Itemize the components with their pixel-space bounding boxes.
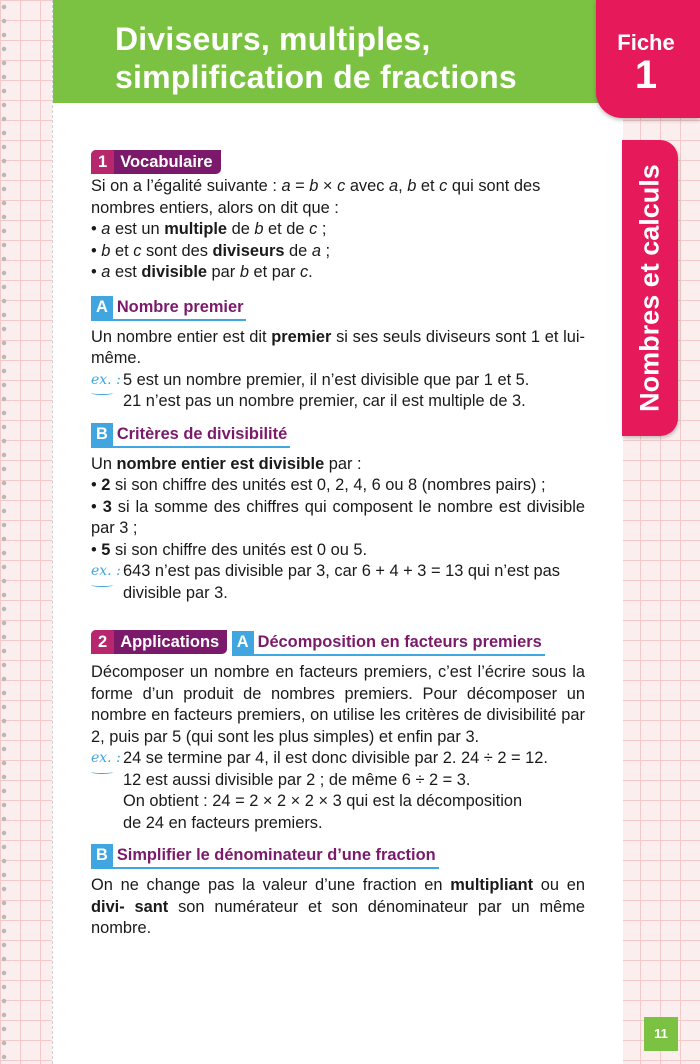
text-run: son numérateur et son dénominateur par un même nombre. — [91, 897, 585, 937]
binder-perforations — [0, 0, 8, 1064]
variable: b — [239, 263, 249, 281]
example-line: de 24 en facteurs premiers. — [123, 813, 323, 832]
subheading-simplifier — [91, 844, 439, 869]
text-run: • — [91, 220, 102, 238]
text-run: • — [91, 540, 102, 559]
text-run: ; — [317, 220, 327, 238]
subheading-letter: B — [91, 844, 113, 867]
variable: c — [439, 177, 448, 195]
text-run: • — [91, 241, 102, 260]
text-run: Si on a l’égalité suivante : — [91, 177, 282, 195]
fiche-number: 1 — [634, 53, 658, 97]
fiche-label: Fiche — [617, 30, 675, 55]
example-marker: ex. : — [91, 748, 121, 770]
variable: b — [407, 177, 417, 195]
emphasis-bold: nombre entier est divisible — [116, 454, 325, 473]
text-run — [125, 898, 135, 916]
emphasis-bold: divi- — [91, 897, 125, 916]
text-run: par : — [324, 454, 362, 473]
text-run: • — [91, 263, 102, 281]
section-label: Vocabulaire — [120, 153, 213, 171]
text-run: . — [308, 263, 313, 281]
section-heading-applications — [91, 630, 227, 654]
example-line: 12 est aussi divisible par 2 ; de même 6 ÷ 2 = 3. — [123, 770, 471, 789]
example-decomposition — [91, 748, 585, 834]
text-run: et — [110, 241, 134, 260]
emphasis-bold: divisible — [141, 263, 207, 281]
example-line: 5 est un nombre premier, il n’est divisible que par 1 et 5. — [123, 370, 530, 389]
variable: c — [337, 177, 346, 195]
text-run: × — [318, 177, 338, 195]
text-run: • — [91, 476, 102, 494]
text-run: avec — [345, 177, 389, 195]
text-run: sont des — [141, 241, 213, 260]
page-title — [115, 20, 565, 96]
fiche-badge — [596, 0, 700, 118]
text-run: et — [416, 177, 440, 195]
variable: c — [309, 220, 318, 238]
text-run: • — [91, 497, 103, 516]
page-title-line-1: Diviseurs, multiples, — [115, 21, 431, 57]
variable: a — [281, 177, 291, 195]
text-run: si son chiffre des unités est 0, 2, 4, 6 ou 8 (nombres pairs) ; — [110, 476, 546, 494]
page-sheet — [52, 0, 623, 1064]
section-heading-vocabulaire — [91, 150, 221, 174]
emphasis-bold: 3 — [102, 497, 112, 516]
variable: c — [299, 263, 309, 281]
text-run: de — [227, 220, 255, 238]
example-line: divisible par 3. — [123, 583, 228, 602]
subheading-letter: B — [91, 423, 113, 446]
variable: c — [133, 241, 142, 260]
text-run: de — [284, 241, 312, 260]
emphasis-bold: diviseurs — [212, 241, 285, 260]
text-run: ou en — [533, 876, 585, 894]
variable: a — [311, 241, 321, 260]
section-number: 1 — [91, 150, 114, 174]
text-run: est — [110, 263, 142, 281]
critere-2 — [91, 475, 585, 497]
chapter-label: Nombres et calculs — [634, 164, 665, 412]
example-line: 21 n’est pas un nombre premier, car il est multiple de 3. — [123, 392, 526, 410]
variable: a — [101, 263, 111, 281]
premier-definition — [91, 327, 585, 370]
simplifier-text — [91, 875, 585, 940]
vocab-bullet-2 — [91, 241, 585, 263]
content — [91, 150, 585, 940]
subheading-label: Critères de divisibilité — [116, 424, 288, 443]
subheading-criteres — [91, 423, 290, 448]
text-run: si la somme des chiffres qui composent le nombre est divisible par 3 ; — [91, 497, 585, 537]
example-line: On obtient : 24 = 2 × 2 × 2 × 3 qui est la décomposition — [123, 792, 523, 810]
text-run: et de — [263, 220, 310, 238]
text-run: si ses seuls diviseurs sont 1 et lui-même. — [91, 327, 585, 367]
emphasis-bold: premier — [271, 327, 332, 346]
example-marker: ex. : — [91, 370, 121, 392]
decomposition-text: Décomposer un nombre en facteurs premiers, c’est l’écrire sous la forme d’un produit de nombres premiers. Pour décomposer un nombre en facteurs premiers, on utilise les critères de divisibilité par 2, puis par 5 (qui sont les plus simples) et enfin par 3. — [91, 663, 585, 746]
vocab-bullet-3 — [91, 262, 585, 284]
subheading-decomposition — [232, 631, 545, 656]
variable: b — [309, 177, 319, 195]
text-run: , — [398, 177, 408, 195]
subheading-letter: A — [232, 631, 254, 654]
page-header — [53, 0, 623, 103]
vocab-bullet-1 — [91, 219, 585, 241]
emphasis-bold: multiple — [164, 220, 228, 238]
variable: a — [101, 220, 111, 238]
example-divisibilite — [91, 561, 585, 604]
text-run: est un — [110, 220, 165, 238]
text-run: par — [207, 263, 240, 281]
text-run: Un — [91, 454, 117, 473]
text-run: = — [290, 177, 310, 195]
example-line: 24 se termine par 4, il est donc divisible par 2. 24 ÷ 2 = 12. — [123, 749, 548, 767]
subheading-label: Nombre premier — [116, 297, 244, 316]
example-marker: ex. : — [91, 561, 121, 583]
vocab-intro — [91, 176, 585, 219]
subheading-label: Décomposition en facteurs premiers — [257, 633, 542, 651]
text-run: qui sont des nombres entiers, alors on dit que : — [91, 177, 541, 217]
text-run: On ne change pas la valeur d’une fraction en — [91, 876, 451, 894]
subheading-nombre-premier — [91, 296, 246, 321]
subheading-label: Simplifier le dénominateur d’une fraction — [116, 846, 436, 864]
page-title-line-2: simplification de fractions — [115, 59, 517, 95]
text-run: et par — [248, 263, 300, 281]
example-line: 643 n’est pas divisible par 3, car 6 + 4 + 3 = 13 qui n’est pas — [123, 562, 560, 580]
section-number: 2 — [91, 630, 114, 654]
emphasis-bold: multipliant — [450, 876, 534, 894]
chapter-side-tab — [622, 140, 678, 436]
subheading-letter: A — [91, 296, 113, 319]
page-number: 11 — [644, 1017, 678, 1051]
emphasis-bold: 5 — [101, 540, 111, 559]
text-run: ; — [320, 241, 331, 260]
criteres-intro — [91, 454, 585, 476]
variable: b — [254, 220, 264, 238]
text-run: Un nombre entier est dit — [91, 327, 272, 346]
variable: a — [389, 177, 399, 195]
text-run: si son chiffre des unités est 0 ou 5. — [110, 540, 368, 559]
variable: b — [101, 241, 111, 260]
critere-3 — [91, 497, 585, 540]
section-label: Applications — [120, 633, 220, 651]
emphasis-bold: 2 — [101, 476, 111, 494]
emphasis-bold: sant — [134, 897, 169, 916]
critere-5 — [91, 540, 585, 562]
example-premier — [91, 370, 585, 413]
